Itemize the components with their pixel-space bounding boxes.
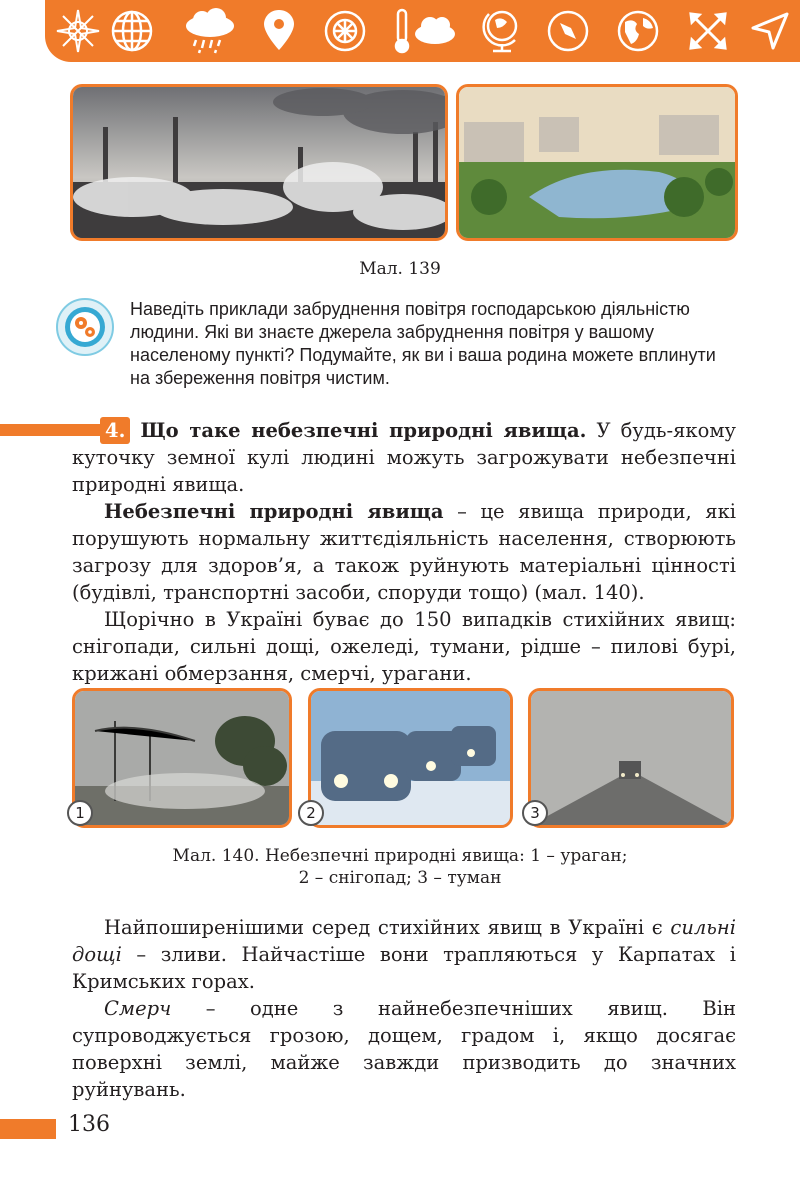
gears-icon bbox=[55, 296, 115, 358]
rain-emphasis: сильні дощі bbox=[72, 916, 736, 966]
arrow-pointer-icon bbox=[745, 6, 795, 56]
footer-accent-bar bbox=[0, 1119, 56, 1139]
definition-paragraph bbox=[72, 498, 736, 606]
definition-term: Небезпечні природні явища bbox=[104, 500, 444, 523]
rain-paragraph bbox=[72, 914, 736, 995]
task-text: Наведіть приклади забруднення повітря господарською діяльністю людини. Які ви знаєте джерела забруднення повітря у вашому населеному пункті? Подумайте, як ви і ваша родина можете вплинути на збереження повітря чистим. bbox=[130, 299, 716, 388]
rain-cloud-icon bbox=[180, 6, 240, 56]
rain-text-end: – зливи. Найчастіше вони трапляються у Карпатах і Кримських горах. bbox=[72, 943, 736, 993]
statistics-paragraph: Щорічно в Україні буває до 150 випадків стихійних явищ: снігопади, сильні дощі, ожеледі, тумани, рідше – пилові бурі, крижані обмерзання, смерчі, урагани. bbox=[72, 608, 736, 685]
section-4-intro bbox=[72, 417, 736, 498]
photo-label-3: 3 bbox=[522, 800, 548, 826]
compass-rose-icon bbox=[53, 6, 103, 56]
compass-icon bbox=[543, 6, 593, 56]
directions-icon bbox=[683, 6, 733, 56]
green-city-photo bbox=[456, 84, 738, 241]
definition-text: – це явища природи, які порушують нормальну життєдіяльність населення, створюють загрозу для здоров’я, а також руйнують матеріальні цінності (будівлі, транспортні засоби, споруди тощо) (мал. 140). bbox=[72, 500, 736, 604]
page-number: 136 bbox=[68, 1112, 110, 1137]
section-intro: У будь-якому куточку земної кулі людині можуть загрожувати небезпечні природні явища. bbox=[72, 419, 736, 496]
industrial-smoke-photo bbox=[70, 84, 448, 241]
thermometer-cloud-icon bbox=[390, 6, 460, 56]
figure-140-caption-line1: Мал. 140. Небезпечні природні явища: 1 – ураган; bbox=[172, 846, 628, 866]
tornado-emphasis: Смерч bbox=[104, 997, 172, 1020]
location-pin-icon bbox=[259, 6, 299, 56]
tornado-paragraph bbox=[72, 995, 736, 1103]
photo-label-2: 2 bbox=[298, 800, 324, 826]
figure-140-caption-line2: 2 – снігопад; 3 – туман bbox=[298, 868, 502, 888]
figure-139-caption: Мал. 139 bbox=[359, 259, 441, 279]
earth-icon bbox=[613, 6, 663, 56]
rain-text-start: Найпоширенішими серед стихійних явищ в Україні є bbox=[104, 916, 671, 939]
wind-rose-icon bbox=[320, 6, 370, 56]
hurricane-photo bbox=[72, 688, 292, 828]
fog-photo bbox=[528, 688, 734, 828]
desk-globe-icon bbox=[477, 6, 527, 56]
tornado-text: – одне з найнебезпечніших явищ. Він супроводжується грозою, дощем, градом і, якщо досягає поверхні землі, майже завжди призводить до значних руйнувань. bbox=[72, 997, 736, 1101]
snowfall-photo bbox=[308, 688, 513, 828]
globe-grid-icon bbox=[107, 6, 157, 56]
header-bar bbox=[45, 0, 800, 62]
section-number: 4. bbox=[100, 417, 130, 444]
photo-label-1: 1 bbox=[67, 800, 93, 826]
section-title: Що таке небезпечні природні явища. bbox=[140, 419, 587, 442]
